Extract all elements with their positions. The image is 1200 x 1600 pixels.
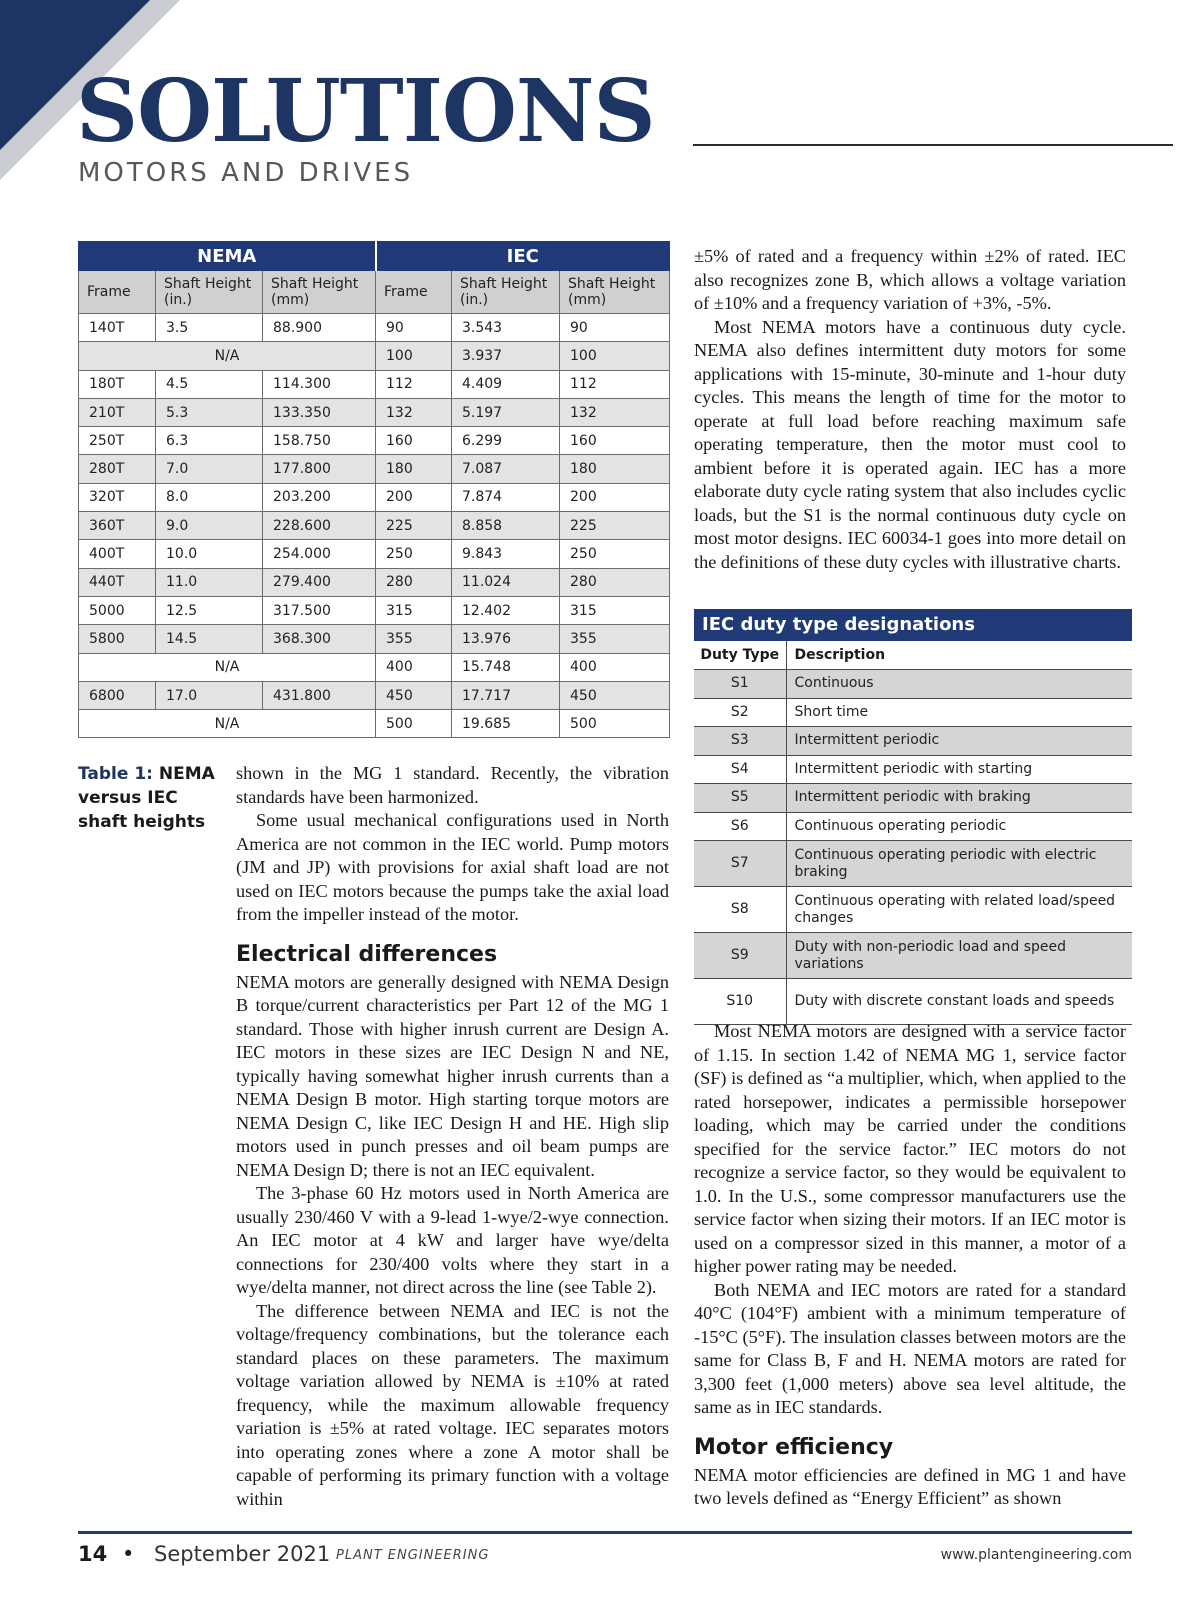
table-cell: 17.0 (156, 681, 263, 709)
table-row (79, 596, 670, 624)
table-cell: 160 (376, 427, 452, 455)
table-cell: 225 (560, 512, 670, 540)
table-cell: 5000 (79, 596, 156, 624)
paragraph: The difference between NEMA and IEC is not the voltage/frequency combinations, but the tolerance each standard places on these parameters. The maximum voltage variation allowed by NEMA is ±10% at rated frequency, while the maximum allowable frequency variation is ±5% at rated voltage. IEC separates motors into operating zones where a zone A motor shall be capable of performing its primary function with a voltage within (236, 1300, 669, 1509)
duty-description: Continuous operating periodic with electric braking (786, 841, 1132, 887)
duty-description: Duty with non-periodic load and speed variations (786, 933, 1132, 979)
table-cell: 7.0 (156, 455, 263, 483)
table-body (694, 670, 1132, 1025)
duty-description: Intermittent periodic (786, 727, 1132, 756)
table-row (79, 653, 670, 681)
table-cell: 450 (560, 681, 670, 709)
table-row (79, 568, 670, 596)
table-cell: 320T (79, 483, 156, 511)
column-header: Shaft Height (in.) (452, 271, 560, 314)
table-row (79, 314, 670, 342)
duty-code: S2 (694, 698, 786, 727)
paragraph: Most NEMA motors have a continuous duty cycle. NEMA also defines intermittent duty motors for some applications with 15-minute, 30-minute and 1-hour duty cycles. This means the length of time for the motor to operate at full load before reaching maximum safe operating temperature, then the motor must cool to ambient before it is operated again. IEC has a more elaborate duty cycle rating system that also includes cyclic loads, but the S1 is the normal continuous duty cycle on most motor designs. IEC 60034-1 goes into more detail on the definitions of these duty cycles with illustrative charts. (694, 316, 1126, 572)
duty-code: S4 (694, 755, 786, 784)
table-cell: 17.717 (452, 681, 560, 709)
duty-code: S1 (694, 670, 786, 699)
table-cell: 279.400 (263, 568, 376, 596)
table-cell: 90 (560, 314, 670, 342)
table-cell: 500 (560, 710, 670, 738)
paragraph: Most NEMA motors are designed with a service factor of 1.15. In section 1.42 of NEMA MG 1, service factor (SF) is defined as “a multiplier, which, when applied to the rated horsepower, indicates a permissible horsepower loading, which may be carried under the conditions specified for the service factor.” IEC motors do not recognize a service factor, so they would be equivalent to 1.0. In the U.S., some compressor manufacturers use the service factor when sizing their motors. If an IEC motor is used on a compressor sized in this manner, a motor of a higher power rating may be needed. (694, 1021, 1126, 1276)
table-cell: 8.0 (156, 483, 263, 511)
table-row (79, 427, 670, 455)
column-header: Description (786, 641, 1132, 670)
table-cell: N/A (79, 710, 376, 738)
table-cell: 114.300 (263, 370, 376, 398)
table-cell: 19.685 (452, 710, 560, 738)
table-cell: N/A (79, 653, 376, 681)
caption-text: NEMA versus IEC shaft heights (78, 764, 215, 832)
table-cell: 450 (376, 681, 452, 709)
table-cell: 225 (376, 512, 452, 540)
table-cell: 280 (560, 568, 670, 596)
table-cell: 203.200 (263, 483, 376, 511)
duty-code: S3 (694, 727, 786, 756)
table-cell: 100 (376, 342, 452, 370)
table-cell: 180 (560, 455, 670, 483)
section-subtitle: MOTORS AND DRIVES (78, 158, 414, 188)
table-cell: 11.0 (156, 568, 263, 596)
paragraph: Some usual mechanical configurations used in North America are not common in the IEC world. Pump motors (JM and JP) with provisions for axial shaft load are not used on IEC motors because the pumps take the axial load from the impeller instead of the motor. (236, 810, 669, 924)
table-cell: 317.500 (263, 596, 376, 624)
duty-code: S6 (694, 812, 786, 841)
table-cell: 12.402 (452, 596, 560, 624)
table-cell: 4.409 (452, 370, 560, 398)
footer-separator: • (122, 1542, 135, 1566)
duty-description: Continuous operating with related load/speed changes (786, 887, 1132, 933)
table-row (694, 812, 1132, 841)
duty-description: Intermittent periodic with braking (786, 784, 1132, 813)
table-body (79, 314, 670, 738)
table-cell: 355 (560, 625, 670, 653)
table-cell: 177.800 (263, 455, 376, 483)
paragraph: NEMA motors are generally designed with NEMA Design B torque/current characteristics per Part 12 of the MG 1 standard. Those with higher inrush current are Design A. IEC motors in these sizes are IEC Design N and NE, typically having somewhat higher inrush currents than a NEMA Design B motor. High starting torque motors are NEMA Design C, like IEC Design H and HE. High slip motors used in punch presses and oil beam pumps are NEMA Design D; there is not an IEC equivalent. (236, 971, 669, 1180)
column-header: Frame (376, 271, 452, 314)
title-rule (693, 144, 1173, 146)
table-cell: 140T (79, 314, 156, 342)
table-row (79, 512, 670, 540)
duty-code: S8 (694, 887, 786, 933)
table-row (694, 933, 1132, 979)
duty-description: Short time (786, 698, 1132, 727)
duty-description: Duty with discrete constant loads and speeds (786, 979, 1132, 1025)
table-cell: 7.087 (452, 455, 560, 483)
column-header: Frame (79, 271, 156, 314)
table-cell: 5.197 (452, 398, 560, 426)
table-cell: 13.976 (452, 625, 560, 653)
table-cell: 3.543 (452, 314, 560, 342)
table-row (79, 625, 670, 653)
table-cell: 158.750 (263, 427, 376, 455)
duty-description: Continuous (786, 670, 1132, 699)
table-cell: 5800 (79, 625, 156, 653)
duty-description: Intermittent periodic with starting (786, 755, 1132, 784)
table-cell: 112 (560, 370, 670, 398)
column-header: Shaft Height (mm) (263, 271, 376, 314)
table-cell: 9.843 (452, 540, 560, 568)
table-cell: 254.000 (263, 540, 376, 568)
section-heading: Electrical differences (236, 941, 498, 967)
table-cell: 8.858 (452, 512, 560, 540)
table-cell: 200 (560, 483, 670, 511)
shaft-height-table (78, 241, 670, 738)
table-cell: 10.0 (156, 540, 263, 568)
caption-lead: Table 1: (78, 764, 153, 784)
table-row (694, 887, 1132, 933)
publication-name: PLANT ENGINEERING (336, 1548, 490, 1563)
table-cell: 210T (79, 398, 156, 426)
column-header: Shaft Height (in.) (156, 271, 263, 314)
table-row (694, 670, 1132, 699)
table-cell: 355 (376, 625, 452, 653)
table-cell: 368.300 (263, 625, 376, 653)
table-cell: 112 (376, 370, 452, 398)
table-row (79, 455, 670, 483)
table-cell: 7.874 (452, 483, 560, 511)
paragraph: Both NEMA and IEC motors are rated for a standard 40°C (104°F) ambient with a minimum temperature of -15°C (5°F). The insulation classes between motors are the same for Class B, F and H. NEMA motors are rated for 3,300 feet (1,000 meters) above sea level altitude, the same as in IEC standards. (694, 1279, 1126, 1417)
table-row (694, 979, 1132, 1025)
table-cell: 180 (376, 455, 452, 483)
table-cell: 200 (376, 483, 452, 511)
table-cell: 88.900 (263, 314, 376, 342)
footer-rule (78, 1531, 1132, 1534)
table-cell: 6.299 (452, 427, 560, 455)
table-cell: 132 (560, 398, 670, 426)
duty-description: Continuous operating periodic (786, 812, 1132, 841)
paragraph: NEMA motor efficiencies are defined in MG 1 and have two levels defined as “Energy Efficient” as shown (694, 1464, 1126, 1508)
column-header: Duty Type (694, 641, 786, 670)
table-row (694, 841, 1132, 887)
table-cell: 5.3 (156, 398, 263, 426)
duty-table-title: IEC duty type designations (694, 609, 1132, 641)
table-row (694, 755, 1132, 784)
table-row (79, 681, 670, 709)
table-cell: 100 (560, 342, 670, 370)
table-cell: 280T (79, 455, 156, 483)
table-cell: 500 (376, 710, 452, 738)
table-cell: 280 (376, 568, 452, 596)
website-url: www.plantengineering.com (940, 1547, 1132, 1563)
table-cell: 400 (376, 653, 452, 681)
middle-text-column (236, 762, 669, 1511)
table-cell: 15.748 (452, 653, 560, 681)
paragraph: shown in the MG 1 standard. Recently, the vibration standards have been harmonized. (236, 763, 669, 807)
table-cell: 400T (79, 540, 156, 568)
table-cell: 9.0 (156, 512, 263, 540)
table-cell: 90 (376, 314, 452, 342)
duty-code: S5 (694, 784, 786, 813)
table-cell: 132 (376, 398, 452, 426)
group-header-iec: IEC (376, 242, 670, 271)
page-number: 14 (78, 1542, 108, 1566)
table-row (79, 710, 670, 738)
table-cell: 400 (560, 653, 670, 681)
table-row (79, 342, 670, 370)
table-row (694, 698, 1132, 727)
table-cell: 160 (560, 427, 670, 455)
table-cell: 4.5 (156, 370, 263, 398)
paragraph: ±5% of rated and a frequency within ±2% of rated. IEC also recognizes zone B, which allows a voltage variation of ±10% and a frequency variation of +3%, -5%. (694, 246, 1126, 313)
table-row (79, 483, 670, 511)
table-cell: 440T (79, 568, 156, 596)
table-cell: 315 (376, 596, 452, 624)
table-cell: 6.3 (156, 427, 263, 455)
table-cell: 360T (79, 512, 156, 540)
page-footer (78, 1542, 1132, 1572)
table-cell: 180T (79, 370, 156, 398)
table-cell: 431.800 (263, 681, 376, 709)
column-header: Shaft Height (mm) (560, 271, 670, 314)
table-cell: 14.5 (156, 625, 263, 653)
section-title: SOLUTIONS (76, 61, 655, 162)
table-cell: 315 (560, 596, 670, 624)
table-cell: 250T (79, 427, 156, 455)
table-row (79, 398, 670, 426)
table-cell: N/A (79, 342, 376, 370)
table-row (79, 370, 670, 398)
table-row (694, 727, 1132, 756)
issue-date: September 2021 (154, 1542, 331, 1566)
section-heading: Motor efficiency (694, 1434, 894, 1460)
paragraph: The 3-phase 60 Hz motors used in North America are usually 230/460 V with a 9-lead 1-wye/2-wye connection. An IEC motor at 4 kW and larger have wye/delta connections for 230/400 volts where they start in a wye/delta manner, not direct across the line (see Table 2). (236, 1183, 669, 1297)
duty-type-table (694, 641, 1132, 1025)
table-cell: 228.600 (263, 512, 376, 540)
table-cell: 3.5 (156, 314, 263, 342)
table-cell: 11.024 (452, 568, 560, 596)
table-cell: 250 (560, 540, 670, 568)
duty-code: S7 (694, 841, 786, 887)
table-row (694, 784, 1132, 813)
table-caption (78, 762, 218, 834)
duty-code: S10 (694, 979, 786, 1025)
table-cell: 12.5 (156, 596, 263, 624)
table-cell: 250 (376, 540, 452, 568)
table-cell: 133.350 (263, 398, 376, 426)
right-text-column-bottom (694, 1020, 1126, 1511)
group-header-nema: NEMA (79, 242, 376, 271)
table-row (79, 540, 670, 568)
table-cell: 6800 (79, 681, 156, 709)
duty-code: S9 (694, 933, 786, 979)
right-text-column-top (694, 245, 1126, 574)
table-cell: 3.937 (452, 342, 560, 370)
